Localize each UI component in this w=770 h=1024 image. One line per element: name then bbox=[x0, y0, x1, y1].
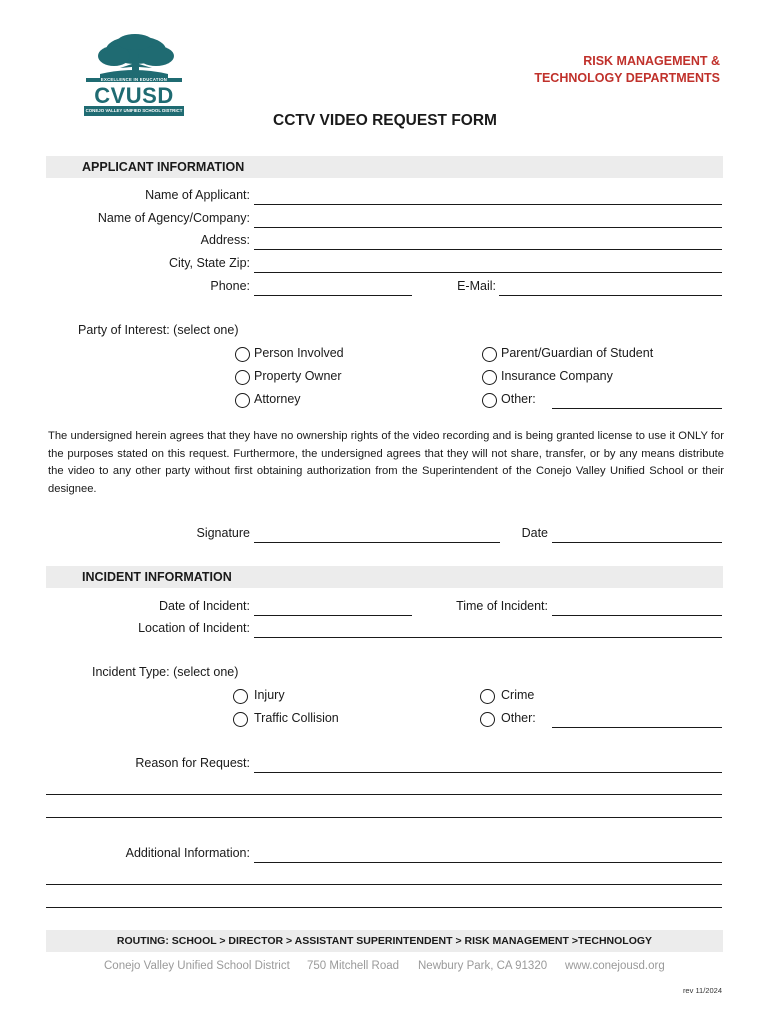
agreement-paragraph: The undersigned herein agrees that they have no ownership rights of the video recording and is being granted license to use it ONLY for the purposes stated on this request. Furthermore, the undersigned agrees that they will not share, transfer, or by any means distribute the video to any other party without first obtaining authorization from the Superintendent of the Conejo Valley Unified School or their designee. bbox=[48, 430, 724, 495]
radio-parent-guardian[interactable] bbox=[482, 347, 497, 362]
footer-address: 750 Mitchell Road bbox=[307, 960, 400, 972]
email-label: E-Mail: bbox=[457, 279, 496, 293]
radio-insurance-company[interactable] bbox=[482, 370, 497, 385]
revision-note: rev 11/2024 bbox=[682, 986, 722, 995]
radio-other-incident[interactable] bbox=[480, 712, 495, 727]
routing-bar: ROUTING: SCHOOL > DIRECTOR > ASSISTANT SUPERINTENDENT > RISK MANAGEMENT >TECHNOLOGY bbox=[46, 930, 723, 952]
option-attorney: Attorney bbox=[254, 392, 301, 406]
additional-info-label: Additional Information: bbox=[125, 846, 250, 860]
agency-label: Name of Agency/Company: bbox=[97, 211, 250, 225]
incident-location-label: Location of Incident: bbox=[138, 621, 250, 635]
district-logo bbox=[80, 32, 188, 124]
signature-field[interactable] bbox=[254, 542, 500, 543]
logo-wordmark: CVUSD bbox=[94, 83, 174, 108]
logo-subtitle: CONEJO VALLEY UNIFIED SCHOOL DISTRICT bbox=[85, 108, 183, 113]
incident-time-label: Time of Incident: bbox=[456, 599, 548, 613]
city-state-zip-field[interactable] bbox=[254, 272, 722, 273]
additional-info-line-1[interactable] bbox=[254, 862, 722, 863]
phone-label: Phone: bbox=[210, 279, 250, 293]
address-field[interactable] bbox=[254, 249, 722, 250]
date-label: Date bbox=[521, 526, 548, 540]
applicant-section-title: APPLICANT INFORMATION bbox=[82, 160, 245, 174]
logo-arc-text: EXCELLENCE IN EDUCATION bbox=[100, 77, 168, 82]
incident-date-label: Date of Incident: bbox=[158, 599, 250, 613]
city-state-zip-label: City, State Zip: bbox=[168, 256, 250, 270]
option-person-involved: Person Involved bbox=[254, 346, 344, 360]
dept-line-1: RISK MANAGEMENT & bbox=[583, 54, 720, 68]
email-field[interactable] bbox=[499, 295, 722, 296]
incident-section-title: INCIDENT INFORMATION bbox=[82, 570, 232, 584]
radio-attorney[interactable] bbox=[235, 393, 250, 408]
other-incident-field[interactable] bbox=[552, 727, 722, 728]
additional-info-line-2[interactable] bbox=[46, 884, 722, 885]
incident-date-field[interactable] bbox=[254, 615, 412, 616]
additional-info-line-3[interactable] bbox=[46, 907, 722, 908]
option-traffic-collision: Traffic Collision bbox=[254, 711, 339, 725]
footer-website[interactable]: www.conejousd.org bbox=[565, 960, 665, 972]
option-other-incident: Other: bbox=[501, 711, 536, 725]
radio-traffic-collision[interactable] bbox=[233, 712, 248, 727]
other-party-field[interactable] bbox=[552, 408, 722, 409]
applicant-section-header bbox=[46, 156, 723, 178]
incident-section-header bbox=[46, 566, 723, 588]
radio-person-involved[interactable] bbox=[235, 347, 250, 362]
option-crime: Crime bbox=[501, 688, 535, 702]
date-field[interactable] bbox=[552, 542, 722, 543]
footer-city: Newbury Park, CA 91320 bbox=[418, 960, 548, 972]
option-injury: Injury bbox=[254, 688, 285, 702]
signature-label: Signature bbox=[196, 526, 250, 540]
reason-label: Reason for Request: bbox=[135, 756, 250, 770]
radio-crime[interactable] bbox=[480, 689, 495, 704]
reason-field-line-3[interactable] bbox=[46, 817, 722, 818]
phone-field[interactable] bbox=[254, 295, 412, 296]
incident-type-label: Incident Type: (select one) bbox=[92, 665, 239, 679]
footer-district: Conejo Valley Unified School District bbox=[104, 960, 290, 972]
radio-other-party[interactable] bbox=[482, 393, 497, 408]
reason-field-line-2[interactable] bbox=[46, 794, 722, 795]
party-of-interest-label: Party of Interest: (select one) bbox=[78, 323, 239, 337]
agency-field[interactable] bbox=[254, 227, 722, 228]
option-other-party: Other: bbox=[501, 392, 536, 406]
form-title: CCTV VIDEO REQUEST FORM bbox=[273, 112, 497, 129]
option-parent-guardian: Parent/Guardian of Student bbox=[501, 346, 654, 360]
option-property-owner: Property Owner bbox=[254, 369, 342, 383]
reason-field-line-1[interactable] bbox=[254, 772, 722, 773]
incident-location-field[interactable] bbox=[254, 637, 722, 638]
radio-property-owner[interactable] bbox=[235, 370, 250, 385]
applicant-name-label: Name of Applicant: bbox=[145, 188, 250, 202]
radio-injury[interactable] bbox=[233, 689, 248, 704]
dept-line-2: TECHNOLOGY DEPARTMENTS bbox=[534, 71, 720, 85]
applicant-name-field[interactable] bbox=[254, 204, 722, 205]
option-insurance-company: Insurance Company bbox=[501, 369, 613, 383]
address-label: Address: bbox=[200, 233, 250, 247]
incident-time-field[interactable] bbox=[552, 615, 722, 616]
